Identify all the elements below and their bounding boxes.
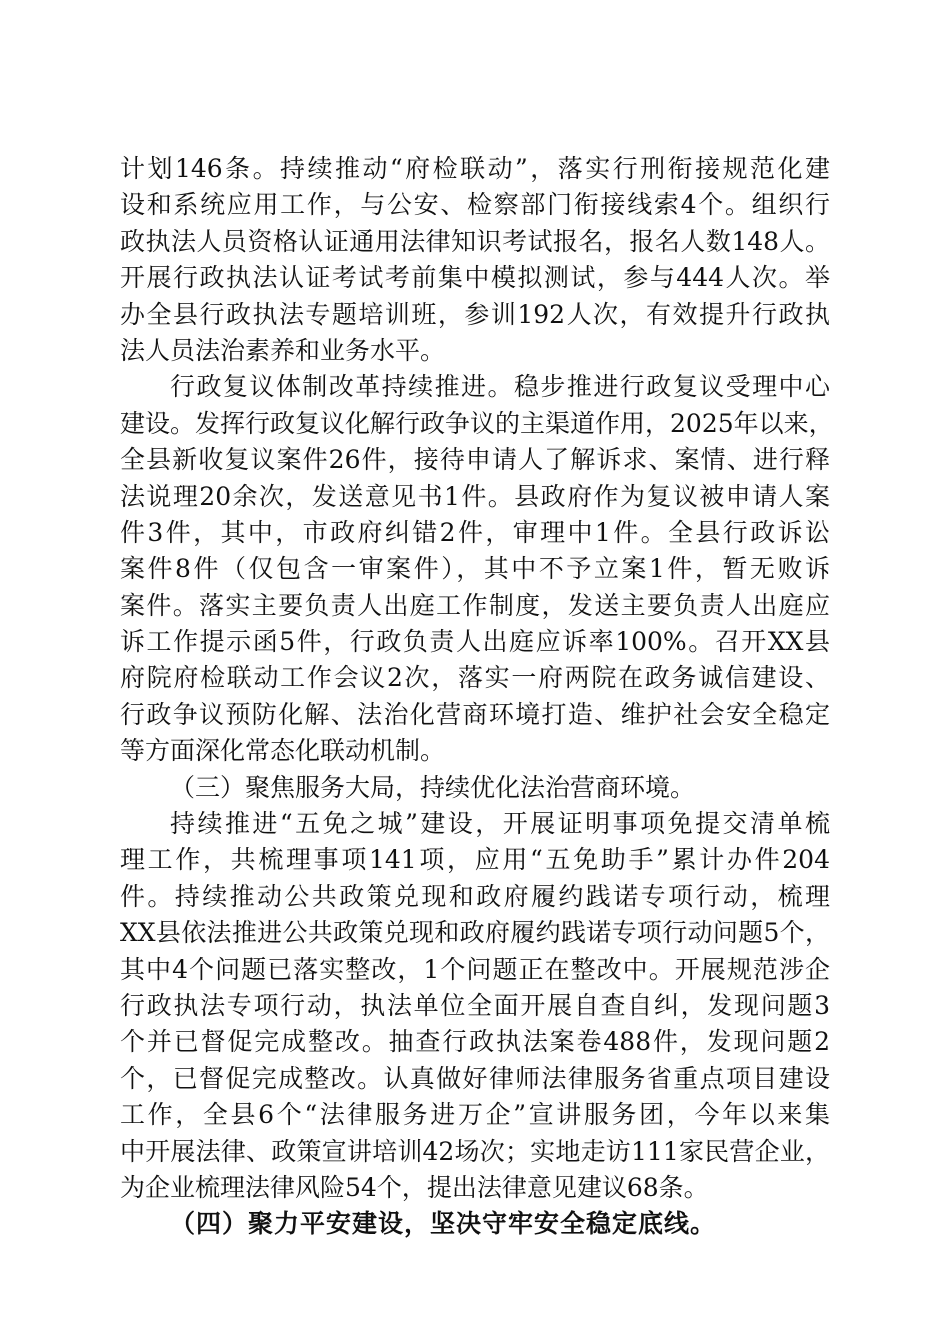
text-line: XX县依法推进公共政策兑现和政府履约践诺专项行动问题5个， <box>120 918 830 948</box>
text-line: 开展行政执法认证考试考前集中模拟测试，参与444人次。举 <box>120 263 830 293</box>
text-line: 工作，全县6个“法律服务进万企”宣讲服务团，今年以来集 <box>120 1100 830 1130</box>
text-line: 为企业梳理法律风险54个，提出法律意见建议68条。 <box>120 1172 709 1202</box>
text-line: 建设。发挥行政复议化解行政争议的主渠道作用，2025年以来， <box>120 408 834 438</box>
section-heading-4: （四）聚力平安建设，坚决守牢安全稳定底线。 <box>170 1209 717 1239</box>
text-line: 件3件，其中，市政府纠错2件，审理中1件。全县行政诉讼 <box>120 517 830 547</box>
text-line: 全县新收复议案件26件，接待申请人了解诉求、案情、进行释 <box>120 445 830 475</box>
text-line: 案件。落实主要负责人出庭工作制度，发送主要负责人出庭应 <box>120 590 830 620</box>
text-line: 件。持续推动公共政策兑现和政府履约践诺专项行动，梳理 <box>120 881 830 911</box>
text-line: 计划146条。持续推动“府检联动”，落实行刑衔接规范化建 <box>120 154 830 183</box>
document-body <box>120 151 834 1243</box>
text-line: 诉工作提示函5件，行政负责人出庭应诉率100%。召开XX县 <box>120 627 830 657</box>
text-line: 法人员法治素养和业务水平。 <box>120 335 446 365</box>
text-line: 行政执法专项行动，执法单位全面开展自查自纠，发现问题3 <box>120 990 830 1020</box>
text-line: 案件8件（仅包含一审案件），其中不予立案1件，暂无败诉 <box>120 554 830 584</box>
text-line: 政执法人员资格认证通用法律知识考试报名，报名人数148人。 <box>120 226 830 256</box>
text-line: 其中4个问题已落实整改，1个问题正在整改中。开展规范涉企 <box>120 954 830 984</box>
text-line: 中开展法律、政策宣讲培训42场次；实地走访111家民营企业， <box>120 1136 830 1166</box>
text-line: 办全县行政执法专题培训班，参训192人次，有效提升行政执 <box>120 299 830 329</box>
text-line: 理工作，共梳理事项141项，应用“五免助手”累计办件204 <box>120 845 830 875</box>
text-line: 府院府检联动工作会议2次，落实一府两院在政务诚信建设、 <box>120 663 830 693</box>
text-line: 等方面深化常态化联动机制。 <box>120 736 446 766</box>
paragraph-start-line: 持续推进“五免之城”建设，开展证明事项免提交清单梳 <box>170 809 830 839</box>
text-line: 设和系统应用工作，与公安、检察部门衔接线索4个。组织行 <box>120 190 830 220</box>
text-line: 个，已督促完成整改。认真做好律师法律服务省重点项目建设 <box>120 1063 830 1093</box>
text-line: 法说理20余次，发送意见书1件。县政府作为复议被申请人案 <box>120 481 830 511</box>
paragraph-start-line: 行政复议体制改革持续推进。稳步推进行政复议受理中心 <box>170 372 830 402</box>
section-heading-3: （三）聚焦服务大局，持续优化法治营商环境。 <box>170 772 696 802</box>
text-line: 个并已督促完成整改。抽查行政执法案卷488件，发现问题2 <box>120 1027 830 1057</box>
text-line: 行政争议预防化解、法治化营商环境打造、维护社会安全稳定 <box>120 699 830 729</box>
